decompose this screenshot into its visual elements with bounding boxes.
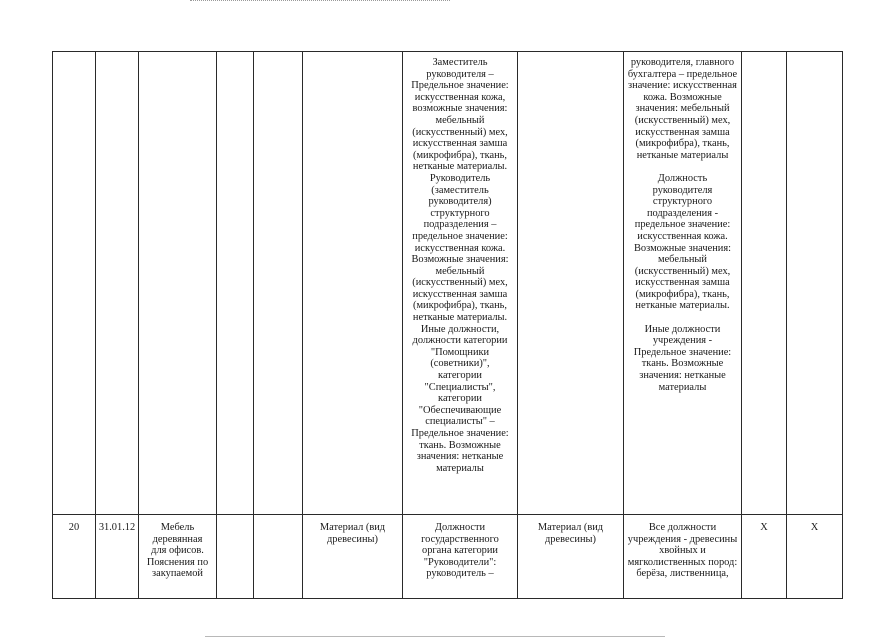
cell-mark-2 <box>787 515 843 599</box>
characteristic-left-text: Материал (вид древесины) <box>319 522 386 545</box>
cell-requirements-right <box>624 52 742 515</box>
purchase-requirements-table <box>52 51 843 599</box>
mark-x: Х <box>810 522 819 533</box>
cell-number <box>53 515 96 599</box>
cell-name <box>139 515 217 599</box>
cell-mark-2 <box>787 52 843 515</box>
row-number: 20 <box>68 522 80 533</box>
cell-code <box>96 52 139 515</box>
cell-characteristic-right <box>518 52 624 515</box>
characteristic-right-text: Материал (вид древесины) <box>537 522 604 545</box>
requirements-left-text: Заместитель руководителя – Предельное значение: искусственная кожа, возможные значения: мебельный (искусственный) мех, искусственная замша (микрофибра), ткань, нетканые материалы. Руководитель (заместитель руководителя) структурного подразделения – предельное значение: искусственная кожа. Возможные значения: мебельный (искусственный) мех, искусственная замша (микрофибра), ткань, нетканые материалы. Иные должности, должности категории "Помощники (советники)", категории "Специалисты", категории "Обеспечивающие специалисты" – Предельное значение: ткань. Возможные значения: нетканые материалы <box>411 57 509 474</box>
cell-unit-name <box>254 515 303 599</box>
cell-characteristic-left <box>303 52 403 515</box>
cell-name <box>139 52 217 515</box>
okpd-code: 31.01.12 <box>98 522 136 533</box>
table-row <box>53 515 843 599</box>
cell-unit-code <box>217 52 254 515</box>
cell-mark-1 <box>742 52 787 515</box>
cell-characteristic-right <box>518 515 624 599</box>
cell-characteristic-left <box>303 515 403 599</box>
cell-code <box>96 515 139 599</box>
cell-number <box>53 52 96 515</box>
table-row <box>53 52 843 515</box>
cell-unit-name <box>254 52 303 515</box>
mark-x: Х <box>760 522 768 533</box>
requirements-left-text: Должности государственного органа категории "Руководители": руководитель – <box>421 522 499 580</box>
cell-unit-code <box>217 515 254 599</box>
cell-requirements-left <box>403 52 518 515</box>
cell-requirements-right <box>624 515 742 599</box>
cell-requirements-left <box>403 515 518 599</box>
requirements-right-text: руководителя, главного бухгалтера – предельное значение: искусственная кожа. Возможные значения: мебельный (искусственный) мех, искусственная замша (микрофибра), ткань, нетканые материалы Должность руководителя структурного подразделения - предельное значение: искусственная кожа. Возможные значения: мебельный (искусственный) мех, искусственная замша (микрофибра), ткань, нетканые материалы. Иные должности учреждения - Предельное значение: ткань. Возможные значения: нетканые материалы <box>627 57 738 393</box>
requirements-right-text: Все должности учреждения - древесины хвойных и мягколиственных пород: берёза, лиственница, <box>627 522 738 580</box>
scan-edge-top <box>190 0 450 3</box>
scan-edge-bottom <box>205 636 665 637</box>
item-name: Мебель деревянная для офисов. Пояснения по закупаемой <box>146 522 209 580</box>
cell-mark-1 <box>742 515 787 599</box>
